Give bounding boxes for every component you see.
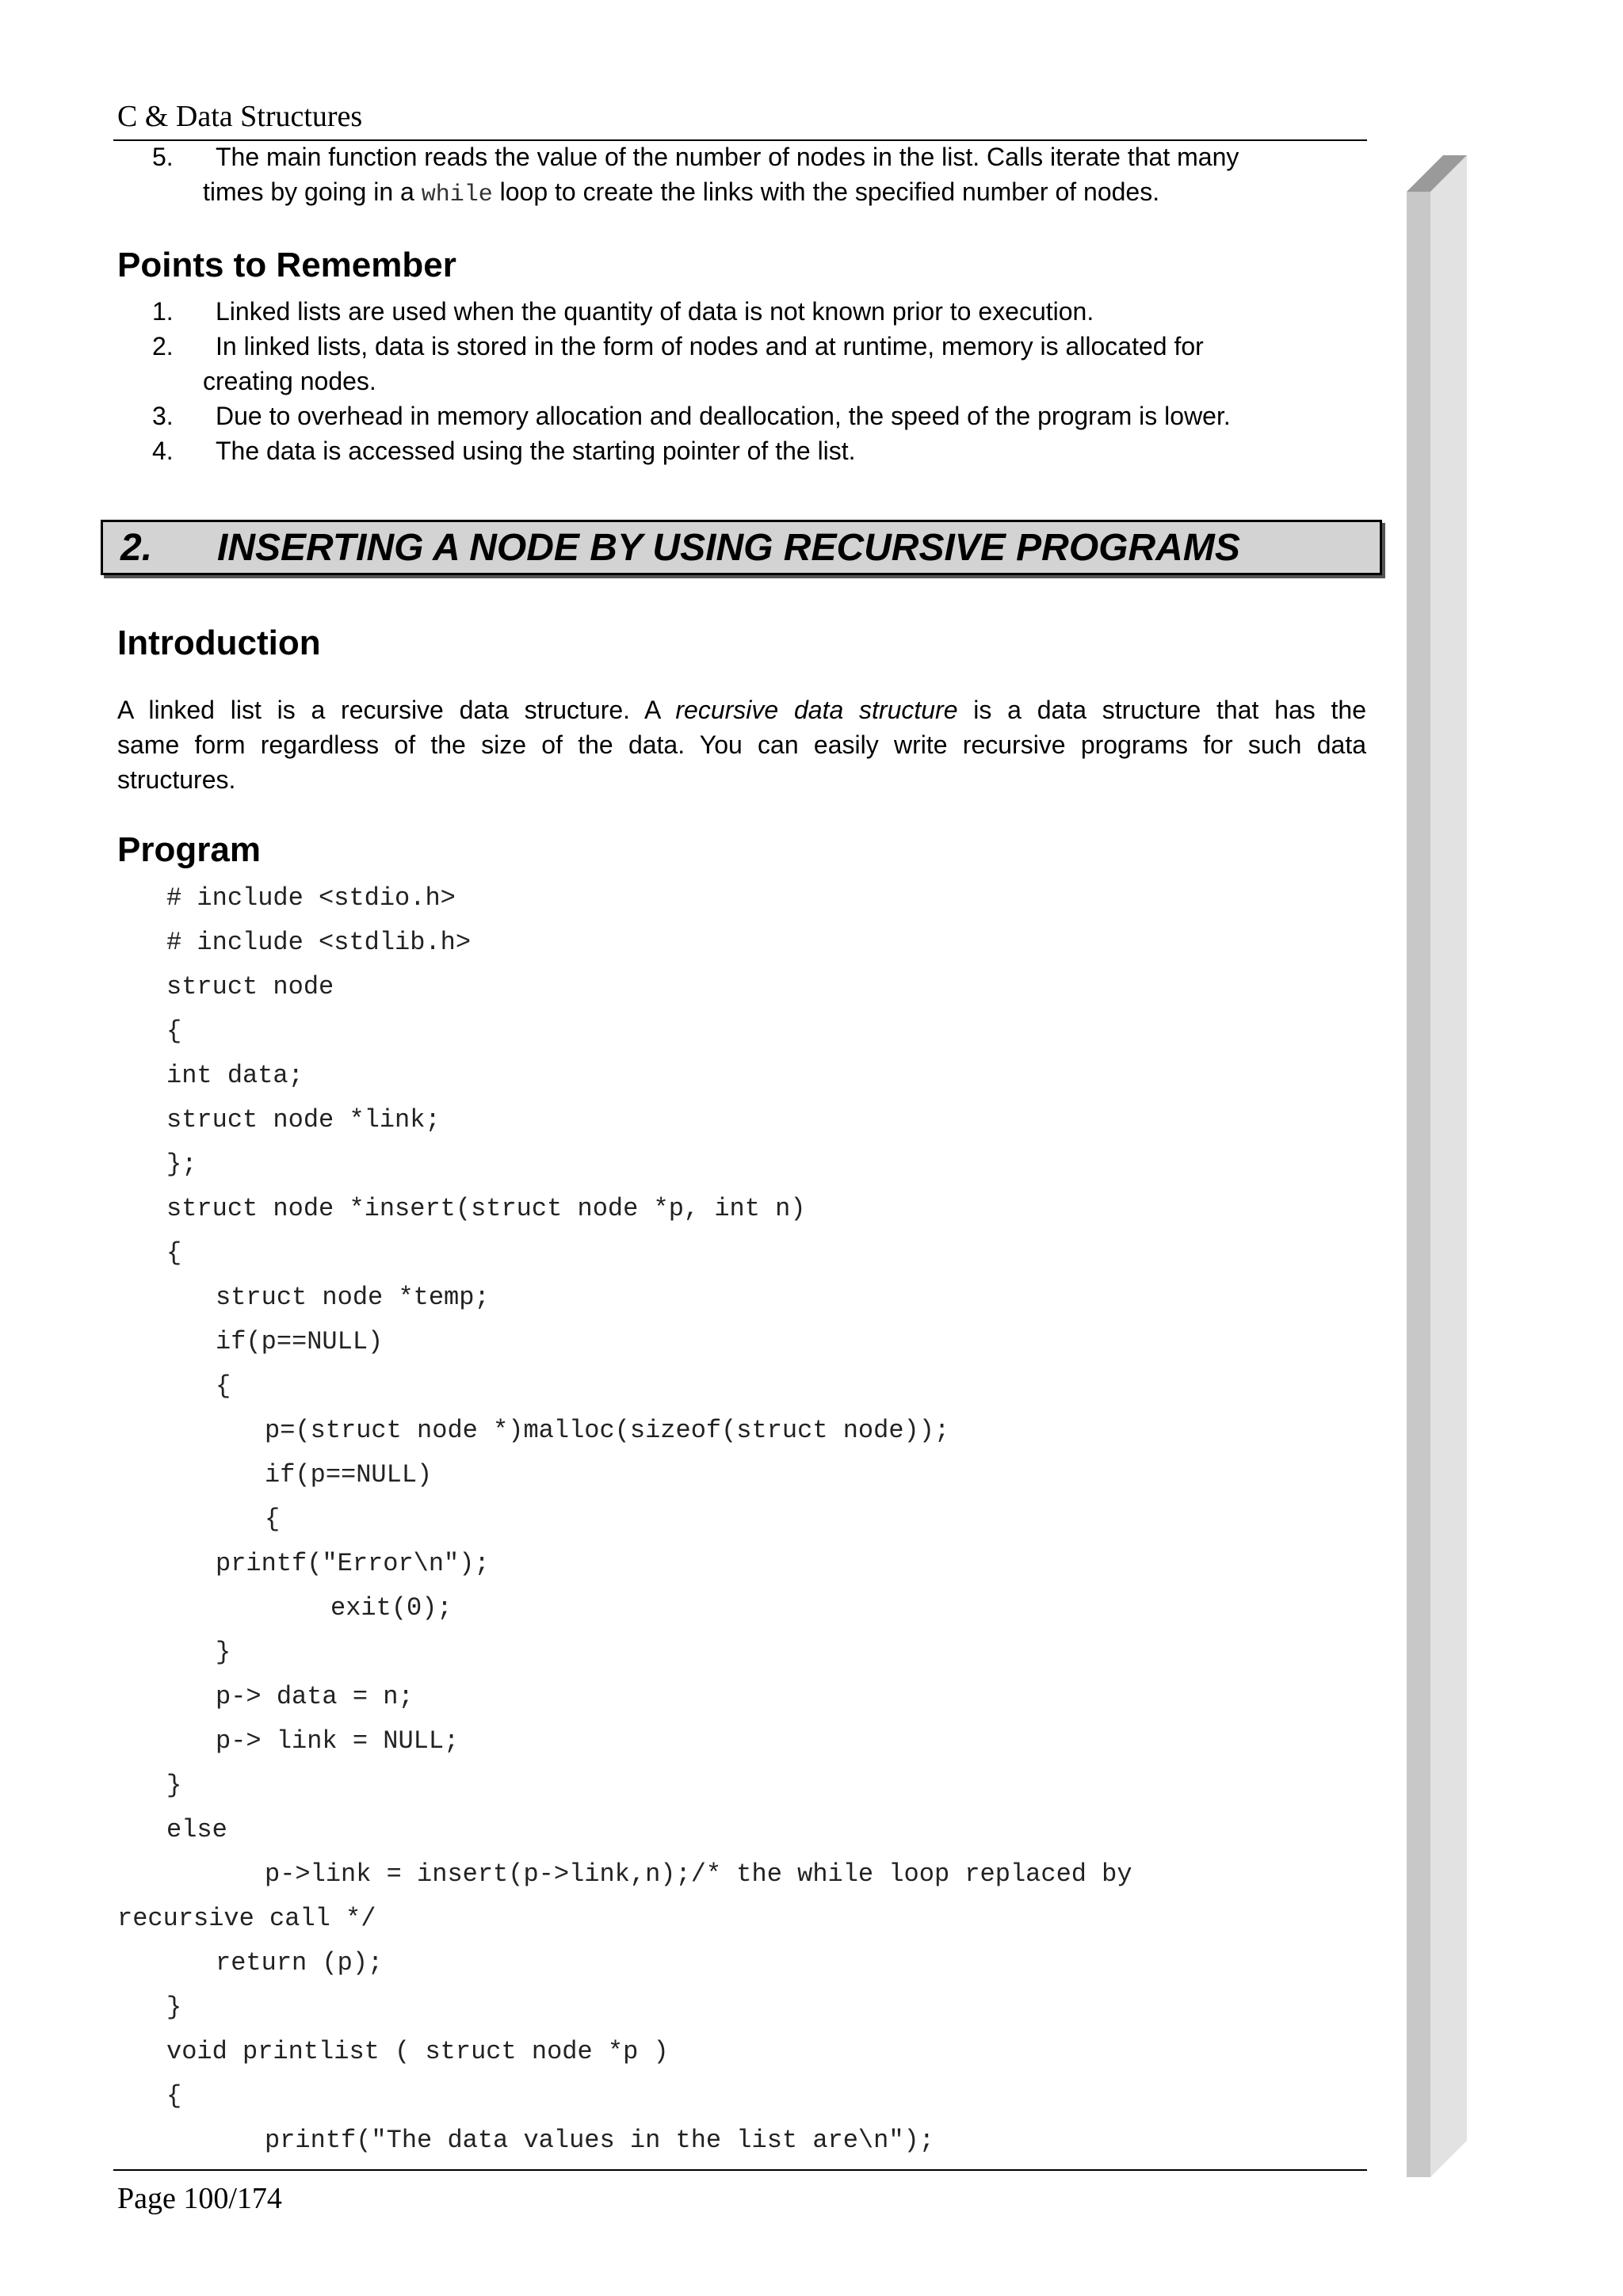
footer-rule — [113, 2169, 1367, 2171]
paragraph-line: structures. — [117, 765, 236, 794]
emphasis-text: recursive data structure — [675, 696, 958, 724]
list-number: 3. — [152, 402, 174, 430]
code-line: struct node *insert(struct node *p, int n) — [166, 1194, 806, 1223]
code-line: }; — [166, 1150, 197, 1179]
code-line: { — [166, 2081, 182, 2111]
code-line: p-> link = NULL; — [216, 1726, 460, 1756]
code-line: if(p==NULL) — [216, 1327, 384, 1356]
points-heading: Points to Remember — [117, 246, 456, 284]
program-heading: Program — [117, 830, 261, 869]
list-item-4 — [117, 433, 1366, 468]
text-run: is a data structure that has the — [957, 696, 1367, 724]
page-number: Page 100/174 — [117, 2182, 282, 2215]
code-line: printf("Error\n"); — [216, 1549, 490, 1578]
paragraph-line — [117, 692, 1366, 727]
list-item-5 — [117, 139, 1366, 212]
introduction-heading: Introduction — [117, 624, 321, 662]
list-number: 1. — [152, 297, 174, 326]
code-line: } — [216, 1638, 231, 1667]
side-bar-decoration — [1407, 155, 1467, 2177]
list-item-1 — [117, 294, 1366, 329]
code-line: printf("The data values in the list are\n"); — [265, 2126, 934, 2155]
running-header: C & Data Structures — [117, 100, 363, 133]
code-line: return (p); — [216, 1948, 384, 1978]
paragraph-line: same form regardless of the size of the data. You can easily write recursive programs for such data — [117, 730, 1366, 759]
list-number: 2. — [152, 332, 174, 360]
code-line: void printlist ( struct node *p ) — [166, 2037, 669, 2066]
list-text-line: The data is accessed using the starting pointer of the list. — [216, 437, 856, 465]
list-text-line — [117, 174, 1366, 212]
list-text-line: The main function reads the value of the number of nodes in the list. Calls iterate that many — [216, 143, 1239, 171]
code-line: int data; — [166, 1061, 304, 1090]
code-line: } — [166, 1771, 182, 1800]
text-run: times by going in a — [203, 177, 422, 206]
code-line: struct node *link; — [166, 1105, 441, 1135]
code-line: { — [166, 1016, 182, 1046]
section-title: INSERTING A NODE BY USING RECURSIVE PROGRAMS — [217, 527, 1240, 569]
introduction-paragraph — [117, 692, 1366, 797]
code-line: { — [166, 1238, 182, 1268]
list-number: 4. — [152, 437, 174, 465]
list-number: 5. — [152, 143, 174, 171]
list-text-line: In linked lists, data is stored in the form of nodes and at runtime, memory is allocated for — [216, 332, 1204, 360]
list-item-3 — [117, 399, 1366, 433]
section-banner — [101, 520, 1382, 575]
list-text-line: Linked lists are used when the quantity of data is not known prior to execution. — [216, 297, 1094, 326]
code-line: else — [166, 1815, 227, 1844]
code-line: if(p==NULL) — [265, 1460, 433, 1489]
text-run: A linked list is a recursive data structure. A — [117, 696, 676, 724]
code-line: { — [265, 1505, 281, 1534]
code-line: # include <stdio.h> — [166, 883, 456, 913]
code-line: } — [166, 1993, 182, 2022]
code-line: exit(0); — [330, 1593, 453, 1623]
code-line: { — [216, 1371, 231, 1401]
code-line: p=(struct node *)malloc(sizeof(struct node)); — [265, 1416, 950, 1445]
text-run: loop to create the links with the specified number of nodes. — [492, 177, 1160, 206]
list-text-line: creating nodes. — [203, 367, 376, 395]
code-line: struct node — [166, 972, 334, 1001]
section-number: 2. — [120, 527, 153, 569]
inline-code: while — [421, 181, 493, 208]
list-item-2 — [117, 329, 1366, 399]
code-line: # include <stdlib.h> — [166, 928, 472, 957]
code-line: struct node *temp; — [216, 1283, 490, 1312]
code-line: recursive call */ — [117, 1904, 376, 1933]
code-line: p-> data = n; — [216, 1682, 414, 1711]
code-line: p->link = insert(p->link,n);/* the while loop replaced by — [265, 1859, 1132, 1889]
list-text-line: Due to overhead in memory allocation and deallocation, the speed of the program is lower. — [216, 402, 1231, 430]
